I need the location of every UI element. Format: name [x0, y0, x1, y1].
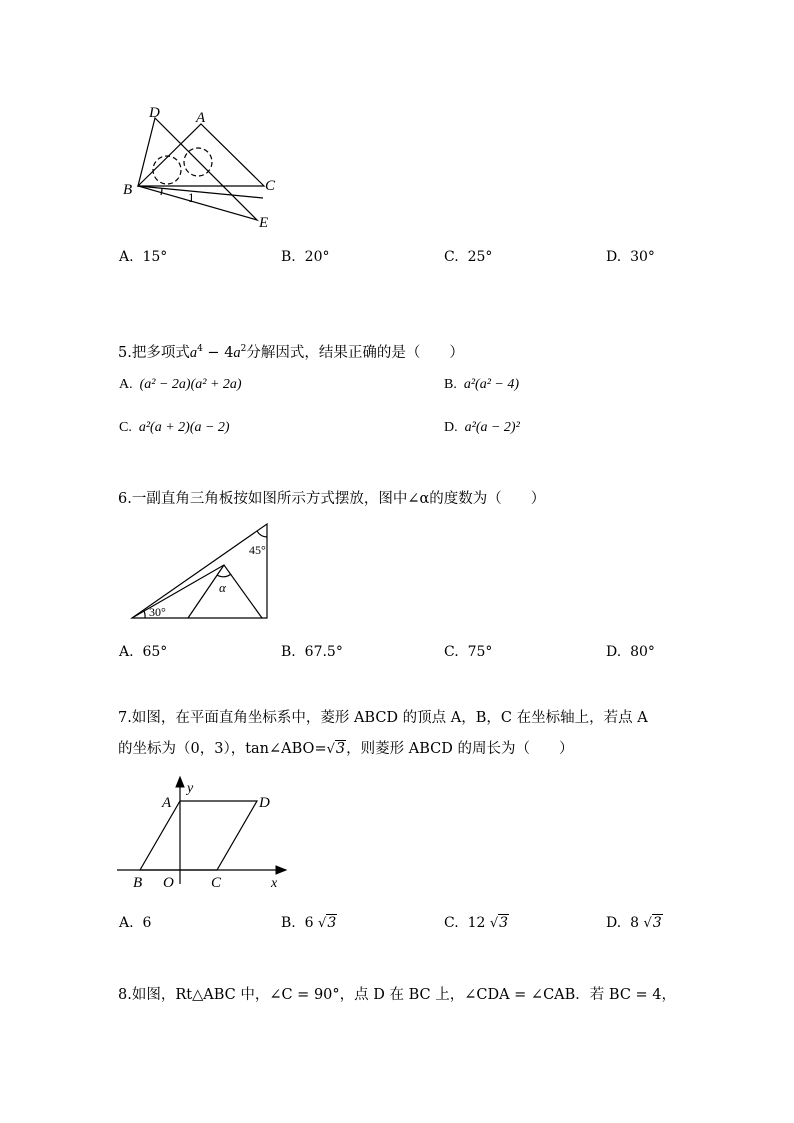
option-text: a²(a² − 4)	[463, 377, 520, 392]
sqrt: √3	[489, 915, 509, 931]
sqrt: √3	[643, 915, 662, 931]
option-letter: D.	[606, 249, 622, 265]
label-o: O	[163, 875, 174, 891]
q5-option-c[interactable]	[119, 420, 230, 436]
label-d: D	[259, 795, 270, 811]
label-a: A	[162, 795, 172, 811]
q7-option-b[interactable]	[281, 915, 337, 931]
option-letter: B.	[444, 377, 457, 392]
math-exponent: 2	[240, 344, 247, 354]
label-x: x	[271, 876, 278, 891]
option-coef: 8	[630, 915, 640, 931]
q7-option-c[interactable]	[444, 915, 509, 931]
label-e: E	[259, 215, 269, 231]
angle-1-arc	[161, 188, 162, 195]
option-letter: A.	[119, 644, 134, 660]
q7-option-a[interactable]	[119, 915, 151, 931]
radicand: 3	[335, 741, 346, 757]
label-a: A	[196, 110, 206, 126]
q7-stem-prefix: 的坐标为（0，3），tan∠ABO=	[118, 741, 327, 757]
radicand: 3	[652, 915, 662, 931]
option-text: 25°	[467, 249, 493, 265]
q7-stem-line1: 7.如图，在平面直角坐标系中，菱形 ABCD 的顶点 A，B，C 在坐标轴上，若点 A	[118, 710, 648, 726]
q6-option-d[interactable]	[606, 644, 655, 660]
option-letter: C.	[119, 420, 132, 435]
radicand: 3	[499, 915, 509, 931]
math-exponent: 4	[197, 344, 203, 354]
option-letter: D.	[444, 420, 458, 435]
option-coef: 12	[467, 915, 486, 931]
option-coef: 6	[142, 915, 152, 931]
option-text: 20°	[304, 249, 330, 265]
q7-option-d[interactable]	[606, 915, 663, 931]
dashed-circle-right	[184, 148, 212, 176]
label-d: D	[149, 105, 160, 121]
q5-stem-prefix: 5.把多项式	[118, 345, 190, 361]
math-var: a	[189, 345, 198, 361]
label-alpha: α	[219, 580, 226, 595]
label-b: B	[123, 182, 133, 198]
q4-option-c[interactable]	[444, 249, 492, 265]
option-text: 65°	[142, 644, 168, 660]
angle-45-arc	[257, 531, 267, 537]
q5-stem	[118, 341, 464, 362]
math-operator: − 4	[202, 345, 234, 361]
label-c: C	[265, 178, 276, 194]
q4-figure	[118, 102, 288, 232]
option-letter: C.	[444, 249, 459, 265]
option-letter: A.	[119, 377, 133, 392]
q7-stem-suffix: ，则菱形 ABCD 的周长为（ ）	[346, 741, 574, 757]
label-angle-1: 1	[188, 190, 195, 205]
dashed-circle-left	[153, 156, 181, 184]
option-letter: A.	[119, 249, 134, 265]
label-45: 45°	[249, 543, 266, 557]
q6-option-b[interactable]	[281, 644, 343, 660]
option-coef: 6	[304, 915, 314, 931]
rhombus-abcd	[140, 801, 257, 870]
q4-option-d[interactable]	[606, 249, 655, 265]
label-b: B	[133, 875, 143, 891]
q7-figure	[115, 772, 295, 892]
option-text: 75°	[467, 644, 493, 660]
option-text: 67.5°	[304, 644, 343, 660]
option-letter: B.	[281, 915, 296, 931]
triangle-45	[132, 524, 267, 618]
math-var: a	[233, 345, 241, 361]
q5-option-a[interactable]	[119, 377, 242, 393]
option-letter: B.	[281, 644, 296, 660]
q7-stem-line2	[118, 737, 573, 758]
option-letter: B.	[281, 249, 296, 265]
option-letter: C.	[444, 915, 459, 931]
q4-option-a[interactable]	[119, 249, 167, 265]
angle-alpha-arc	[217, 574, 231, 577]
option-text: 30°	[630, 249, 655, 265]
sqrt: √3	[326, 741, 346, 757]
radicand: 3	[327, 915, 337, 931]
line-be	[138, 186, 263, 198]
q8-stem: 8.如图，Rt△ABC 中，∠C = 90°，点 D 在 BC 上，∠CDA = ∠CAB．若 BC = 4，	[118, 987, 677, 1003]
option-text: a²(a + 2)(a − 2)	[138, 420, 230, 435]
angle-30-arc	[144, 611, 145, 618]
option-letter: D.	[606, 915, 622, 931]
triangle-abc	[138, 124, 264, 186]
option-text: a²(a − 2)²	[464, 420, 520, 435]
sqrt: √3	[318, 915, 337, 931]
q6-option-a[interactable]	[119, 644, 167, 660]
q6-stem: 6.一副直角三角板按如图所示方式摆放，图中∠α的度数为（ ）	[118, 491, 546, 507]
q5-option-d[interactable]	[444, 420, 520, 436]
q6-figure	[125, 520, 275, 624]
option-text: 80°	[630, 644, 655, 660]
option-text: (a² − 2a)(a² + 2a)	[139, 377, 242, 392]
q5-stem-suffix: 分解因式，结果正确的是（ ）	[246, 345, 464, 361]
option-letter: A.	[119, 915, 134, 931]
option-text: 15°	[142, 249, 168, 265]
label-30: 30°	[149, 605, 166, 619]
label-y: y	[187, 781, 194, 796]
option-letter: C.	[444, 644, 459, 660]
q5-option-b[interactable]	[444, 377, 519, 393]
q4-option-b[interactable]	[281, 249, 329, 265]
q6-option-c[interactable]	[444, 644, 492, 660]
label-c: C	[211, 875, 222, 891]
option-letter: D.	[606, 644, 622, 660]
